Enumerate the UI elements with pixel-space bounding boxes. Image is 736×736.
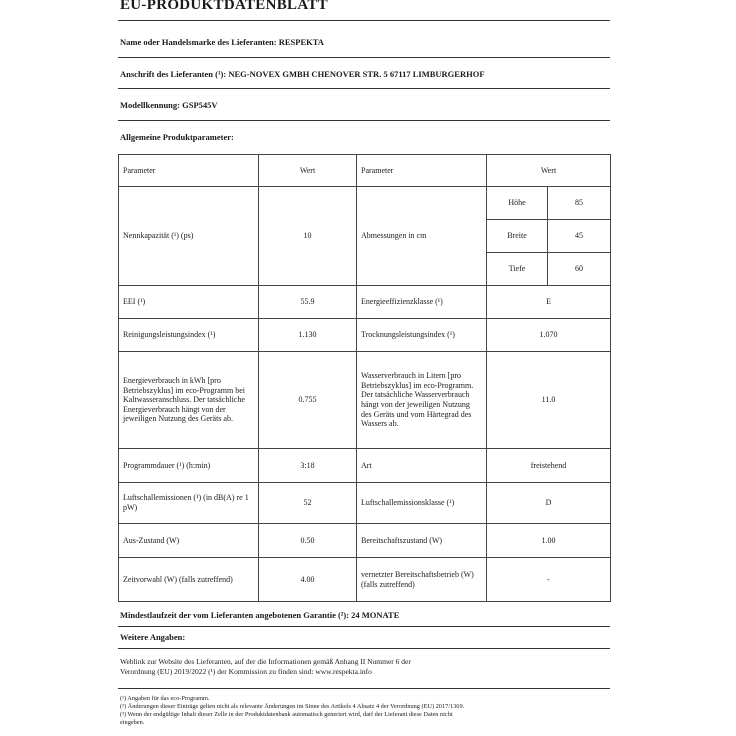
divider	[118, 57, 610, 58]
warranty-value: 24 MONATE	[351, 610, 400, 620]
header-parameter: Parameter	[357, 155, 487, 187]
dimension-width-label: Breite	[487, 220, 548, 253]
delay-start-label: Zeitvorwahl (W) (falls zutreffend)	[119, 558, 259, 602]
header-value: Wert	[487, 155, 611, 187]
eei-label: EEI (¹)	[119, 286, 259, 319]
table-row	[119, 449, 611, 483]
divider	[118, 648, 610, 649]
table-row	[119, 187, 611, 220]
further-info-heading: Weitere Angaben:	[120, 632, 186, 642]
model-label: Modellkennung:	[120, 100, 180, 110]
energy-class-label: Energieeffizienzklasse (¹)	[357, 286, 487, 319]
footnote-1: (¹) Angaben für das eco-Programm.	[120, 695, 210, 702]
product-datasheet	[118, 0, 610, 736]
weblink-paragraph	[120, 657, 610, 677]
delay-start-value: 4.00	[259, 558, 357, 602]
noise-class-value: D	[487, 483, 611, 524]
footnote-3: (³) Wenn der endgültige Inhalt dieser Zelle in der Produktdatenbank automatisch generiert wird, darf der Lieferant diese Daten nicht	[120, 711, 453, 719]
divider	[118, 688, 610, 689]
model-value: GSP545V	[182, 100, 218, 110]
type-value: freistehend	[487, 449, 611, 483]
supplier-address-value: NEG-NOVEX GMBH CHENOVER STR. 5 67117 LIMBURGERHOF	[228, 69, 485, 79]
program-duration-label: Programmdauer (¹) (h:min)	[119, 449, 259, 483]
standby-value: 1.00	[487, 524, 611, 558]
noise-class-label: Luftschallemissionsklasse (¹)	[357, 483, 487, 524]
parameter-table	[118, 154, 611, 602]
supplier-name-value: RESPEKTA	[278, 37, 324, 47]
energy-class-value: E	[487, 286, 611, 319]
divider	[118, 20, 610, 21]
divider	[118, 88, 610, 89]
footnote-2: (²) Änderungen dieser Einträge gelten nicht als relevante Änderungen im Sinne des Artikels 4 Absatz 4 der Verordnung (EU) 2017/1369.	[120, 703, 465, 711]
table-row	[119, 524, 611, 558]
capacity-label: Nennkapazität (¹) (ps)	[119, 187, 259, 286]
standby-label: Bereitschaftszustand (W)	[357, 524, 487, 558]
model-line	[120, 100, 218, 110]
divider	[118, 626, 610, 627]
dimension-depth-value: 60	[548, 253, 611, 286]
dimension-height-label: Höhe	[487, 187, 548, 220]
capacity-value: 10	[259, 187, 357, 286]
table-row	[119, 558, 611, 602]
header-value: Wert	[259, 155, 357, 187]
footnotes	[120, 695, 610, 727]
off-mode-value: 0.50	[259, 524, 357, 558]
networked-standby-value: -	[487, 558, 611, 602]
table-row	[119, 286, 611, 319]
general-heading: Allgemeine Produktparameter:	[120, 132, 234, 142]
cleaning-index-value: 1.130	[259, 319, 357, 352]
divider	[118, 120, 610, 121]
warranty-label: Mindestlaufzeit der vom Lieferanten angebotenen Garantie (²):	[120, 610, 350, 620]
supplier-address-line	[120, 69, 485, 79]
energy-consumption-value: 0.755	[259, 352, 357, 449]
noise-value: 52	[259, 483, 357, 524]
weblink-line-2: Verordnung (EU) 2019/2022 (¹) der Kommission zu finden sind: www.respekta.info	[120, 667, 372, 677]
weblink-line-1: Weblink zur Website des Lieferanten, auf der die Informationen gemäß Anhang II Nummer 6 der	[120, 657, 411, 666]
type-label: Art	[357, 449, 487, 483]
dimension-width-value: 45	[548, 220, 611, 253]
dimension-height-value: 85	[548, 187, 611, 220]
program-duration-value: 3:18	[259, 449, 357, 483]
table-row	[119, 483, 611, 524]
networked-standby-label: vernetzter Bereitschaftsbetrieb (W) (falls zutreffend)	[357, 558, 487, 602]
table-header-row	[119, 155, 611, 187]
footnote-3-continued: eingeben.	[120, 719, 145, 727]
off-mode-label: Aus-Zustand (W)	[119, 524, 259, 558]
drying-index-value: 1.070	[487, 319, 611, 352]
table-row	[119, 352, 611, 449]
energy-consumption-label: Energieverbrauch in kWh [pro Betriebszyklus] im eco-Programm bei Kaltwasseranschluss. Der tatsächliche Energieverbrauch hängt von der jeweiligen Nutzung des Geräts ab.	[119, 352, 259, 449]
dimension-depth-label: Tiefe	[487, 253, 548, 286]
header-parameter: Parameter	[119, 155, 259, 187]
document-title: EU-PRODUKTDATENBLATT	[120, 0, 328, 13]
cleaning-index-label: Reinigungsleistungsindex (¹)	[119, 319, 259, 352]
dimensions-label: Abmessungen in cm	[357, 187, 487, 286]
supplier-name-line	[120, 37, 324, 47]
water-consumption-label: Wasserverbrauch in Litern [pro Betriebszyklus] im eco-Programm. Der tatsächliche Wasserverbrauch hängt von der jeweiligen Nutzung des Geräts und vom Härtegrad des Wassers ab.	[357, 352, 487, 449]
table-row	[119, 319, 611, 352]
supplier-address-label: Anschrift des Lieferanten (¹):	[120, 69, 227, 79]
supplier-name-label: Name oder Handelsmarke des Lieferanten:	[120, 37, 277, 47]
drying-index-label: Trocknungsleistungsindex (¹)	[357, 319, 487, 352]
eei-value: 55.9	[259, 286, 357, 319]
warranty-line	[120, 610, 399, 620]
water-consumption-value: 11.0	[487, 352, 611, 449]
noise-label: Luftschallemissionen (¹) (in dB(A) re 1 pW)	[119, 483, 259, 524]
